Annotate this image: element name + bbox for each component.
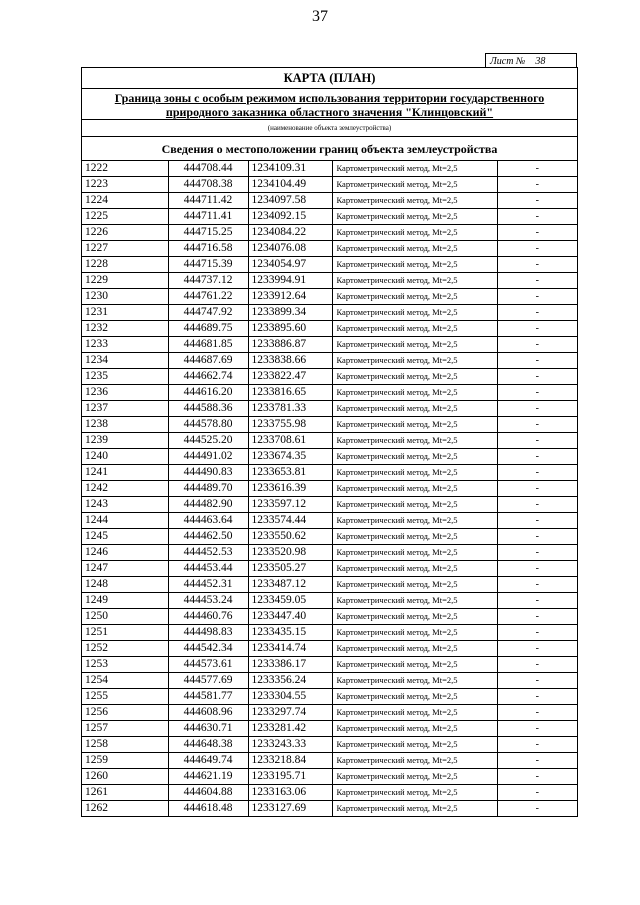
table-row (82, 385, 577, 401)
sheet-label: Лист № (490, 56, 526, 67)
coord-x: 444462.50 (168, 529, 248, 545)
error-cell: - (497, 417, 577, 433)
error-cell: - (497, 177, 577, 193)
point-number: 1247 (82, 561, 168, 577)
method-cell: Картометрический метод, Mt=2,5 (332, 801, 497, 817)
error-cell: - (497, 769, 577, 785)
table-row (82, 641, 577, 657)
point-number: 1250 (82, 609, 168, 625)
coord-x: 444542.34 (168, 641, 248, 657)
object-name-line-1: Граница зоны с особым режимом использования территории государственного (114, 91, 545, 105)
document-title: КАРТА (ПЛАН) (82, 68, 577, 89)
object-name-caption: (наименование объекта землеустройства) (82, 120, 577, 137)
table-row (82, 433, 577, 449)
table-row (82, 625, 577, 641)
error-cell: - (497, 193, 577, 209)
table-row (82, 673, 577, 689)
point-number: 1231 (82, 305, 168, 321)
error-cell: - (497, 465, 577, 481)
table-row (82, 273, 577, 289)
error-cell: - (497, 785, 577, 801)
table-row (82, 593, 577, 609)
method-cell: Картометрический метод, Mt=2,5 (332, 785, 497, 801)
point-number: 1236 (82, 385, 168, 401)
point-number: 1253 (82, 657, 168, 673)
method-cell: Картометрический метод, Mt=2,5 (332, 689, 497, 705)
error-cell: - (497, 241, 577, 257)
method-cell: Картометрический метод, Mt=2,5 (332, 609, 497, 625)
coord-y: 1233127.69 (248, 801, 332, 817)
point-number: 1234 (82, 353, 168, 369)
coord-y: 1233838.66 (248, 353, 332, 369)
error-cell: - (497, 673, 577, 689)
coord-y: 1234109.31 (248, 161, 332, 177)
point-number: 1254 (82, 673, 168, 689)
coord-y: 1233520.98 (248, 545, 332, 561)
table-row (82, 241, 577, 257)
method-cell: Картометрический метод, Mt=2,5 (332, 289, 497, 305)
table-row (82, 225, 577, 241)
page-number: 37 (312, 8, 328, 25)
point-number: 1252 (82, 641, 168, 657)
coord-x: 444662.74 (168, 369, 248, 385)
error-cell: - (497, 161, 577, 177)
method-cell: Картометрический метод, Mt=2,5 (332, 273, 497, 289)
error-cell: - (497, 209, 577, 225)
table-row (82, 577, 577, 593)
coord-y: 1233281.42 (248, 721, 332, 737)
error-cell: - (497, 657, 577, 673)
table-row (82, 449, 577, 465)
coord-y: 1234092.15 (248, 209, 332, 225)
coord-x: 444649.74 (168, 753, 248, 769)
error-cell: - (497, 529, 577, 545)
error-cell: - (497, 273, 577, 289)
error-cell: - (497, 625, 577, 641)
coord-x: 444573.61 (168, 657, 248, 673)
error-cell: - (497, 561, 577, 577)
method-cell: Картометрический метод, Mt=2,5 (332, 657, 497, 673)
method-cell: Картометрический метод, Mt=2,5 (332, 417, 497, 433)
coord-y: 1233616.39 (248, 481, 332, 497)
coord-y: 1233597.12 (248, 497, 332, 513)
error-cell: - (497, 753, 577, 769)
table-row (82, 161, 577, 177)
section-title: Сведения о местоположении границ объекта землеустройства (82, 137, 577, 161)
coord-y: 1233163.06 (248, 785, 332, 801)
coord-x: 444581.77 (168, 689, 248, 705)
coord-y: 1233435.15 (248, 625, 332, 641)
table-row (82, 561, 577, 577)
error-cell: - (497, 353, 577, 369)
coord-y: 1233243.33 (248, 737, 332, 753)
coord-y: 1233356.24 (248, 673, 332, 689)
point-number: 1261 (82, 785, 168, 801)
error-cell: - (497, 305, 577, 321)
method-cell: Картометрический метод, Mt=2,5 (332, 305, 497, 321)
table-row (82, 401, 577, 417)
error-cell: - (497, 689, 577, 705)
coord-y: 1233822.47 (248, 369, 332, 385)
table-row (82, 369, 577, 385)
coord-x: 444491.02 (168, 449, 248, 465)
coord-x: 444452.31 (168, 577, 248, 593)
point-number: 1259 (82, 753, 168, 769)
table-row (82, 721, 577, 737)
point-number: 1237 (82, 401, 168, 417)
table-row (82, 257, 577, 273)
coord-x: 444716.58 (168, 241, 248, 257)
table-row (82, 513, 577, 529)
point-number: 1257 (82, 721, 168, 737)
method-cell: Картометрический метод, Mt=2,5 (332, 545, 497, 561)
coord-y: 1233304.55 (248, 689, 332, 705)
method-cell: Картометрический метод, Mt=2,5 (332, 561, 497, 577)
table-row (82, 753, 577, 769)
document-frame (81, 67, 578, 817)
coord-y: 1233755.98 (248, 417, 332, 433)
point-number: 1241 (82, 465, 168, 481)
coord-x: 444525.20 (168, 433, 248, 449)
table-row (82, 769, 577, 785)
error-cell: - (497, 641, 577, 657)
method-cell: Картометрический метод, Mt=2,5 (332, 737, 497, 753)
coord-x: 444681.85 (168, 337, 248, 353)
coord-y: 1233912.64 (248, 289, 332, 305)
coord-y: 1233447.40 (248, 609, 332, 625)
error-cell: - (497, 497, 577, 513)
method-cell: Картометрический метод, Mt=2,5 (332, 225, 497, 241)
error-cell: - (497, 225, 577, 241)
coord-y: 1233674.35 (248, 449, 332, 465)
error-cell: - (497, 257, 577, 273)
coord-x: 444618.48 (168, 801, 248, 817)
coord-x: 444608.96 (168, 705, 248, 721)
error-cell: - (497, 433, 577, 449)
error-cell: - (497, 705, 577, 721)
method-cell: Картометрический метод, Mt=2,5 (332, 529, 497, 545)
coord-y: 1233550.62 (248, 529, 332, 545)
coord-y: 1233574.44 (248, 513, 332, 529)
error-cell: - (497, 401, 577, 417)
table-row (82, 353, 577, 369)
table-row (82, 177, 577, 193)
method-cell: Картометрический метод, Mt=2,5 (332, 369, 497, 385)
coord-y: 1233459.05 (248, 593, 332, 609)
coord-y: 1234097.58 (248, 193, 332, 209)
method-cell: Картометрический метод, Mt=2,5 (332, 161, 497, 177)
method-cell: Картометрический метод, Mt=2,5 (332, 769, 497, 785)
table-row (82, 545, 577, 561)
point-number: 1262 (82, 801, 168, 817)
coord-y: 1234084.22 (248, 225, 332, 241)
table-row (82, 657, 577, 673)
coord-y: 1233297.74 (248, 705, 332, 721)
coord-y: 1233653.81 (248, 465, 332, 481)
coord-y: 1234104.49 (248, 177, 332, 193)
error-cell: - (497, 513, 577, 529)
error-cell: - (497, 289, 577, 305)
point-number: 1249 (82, 593, 168, 609)
point-number: 1258 (82, 737, 168, 753)
coord-y: 1233781.33 (248, 401, 332, 417)
table-row (82, 737, 577, 753)
coord-x: 444689.75 (168, 321, 248, 337)
coord-x: 444489.70 (168, 481, 248, 497)
point-number: 1248 (82, 577, 168, 593)
error-cell: - (497, 337, 577, 353)
coord-y: 1233218.84 (248, 753, 332, 769)
table-row (82, 465, 577, 481)
point-number: 1235 (82, 369, 168, 385)
method-cell: Картометрический метод, Mt=2,5 (332, 753, 497, 769)
error-cell: - (497, 369, 577, 385)
method-cell: Картометрический метод, Mt=2,5 (332, 705, 497, 721)
point-number: 1224 (82, 193, 168, 209)
coord-x: 444630.71 (168, 721, 248, 737)
coordinates-table (82, 161, 577, 816)
coord-x: 444711.42 (168, 193, 248, 209)
method-cell: Картометрический метод, Mt=2,5 (332, 481, 497, 497)
error-cell: - (497, 321, 577, 337)
method-cell: Картометрический метод, Mt=2,5 (332, 465, 497, 481)
table-row (82, 321, 577, 337)
object-name-line-2: природного заказника областного значения "Клинцовский" (165, 105, 494, 119)
table-row (82, 305, 577, 321)
method-cell: Картометрический метод, Mt=2,5 (332, 193, 497, 209)
point-number: 1256 (82, 705, 168, 721)
method-cell: Картометрический метод, Mt=2,5 (332, 577, 497, 593)
coord-y: 1233386.17 (248, 657, 332, 673)
coord-x: 444747.92 (168, 305, 248, 321)
method-cell: Картометрический метод, Mt=2,5 (332, 337, 497, 353)
point-number: 1255 (82, 689, 168, 705)
table-row (82, 497, 577, 513)
point-number: 1240 (82, 449, 168, 465)
coord-y: 1233414.74 (248, 641, 332, 657)
error-cell: - (497, 721, 577, 737)
method-cell: Картометрический метод, Mt=2,5 (332, 353, 497, 369)
coord-x: 444498.83 (168, 625, 248, 641)
method-cell: Картометрический метод, Mt=2,5 (332, 401, 497, 417)
error-cell: - (497, 385, 577, 401)
method-cell: Картометрический метод, Mt=2,5 (332, 241, 497, 257)
table-row (82, 609, 577, 625)
coord-x: 444453.24 (168, 593, 248, 609)
point-number: 1230 (82, 289, 168, 305)
table-row (82, 785, 577, 801)
coord-x: 444737.12 (168, 273, 248, 289)
method-cell: Картометрический метод, Mt=2,5 (332, 497, 497, 513)
coord-x: 444761.22 (168, 289, 248, 305)
point-number: 1238 (82, 417, 168, 433)
coord-y: 1233994.91 (248, 273, 332, 289)
table-row (82, 529, 577, 545)
error-cell: - (497, 609, 577, 625)
method-cell: Картометрический метод, Mt=2,5 (332, 177, 497, 193)
error-cell: - (497, 481, 577, 497)
point-number: 1226 (82, 225, 168, 241)
table-row (82, 209, 577, 225)
coord-x: 444460.76 (168, 609, 248, 625)
point-number: 1245 (82, 529, 168, 545)
error-cell: - (535, 803, 539, 814)
method-cell: Картометрический метод, Mt=2,5 (332, 209, 497, 225)
method-cell: Картометрический метод, Mt=2,5 (332, 321, 497, 337)
coord-x: 444453.44 (168, 561, 248, 577)
method-cell: Картометрический метод, Mt=2,5 (332, 385, 497, 401)
point-number: 1228 (82, 257, 168, 273)
point-number: 1246 (82, 545, 168, 561)
coord-y: 1233195.71 (248, 769, 332, 785)
object-name (82, 89, 577, 120)
coord-x: 444490.83 (168, 465, 248, 481)
table-row (82, 481, 577, 497)
point-number: 1222 (82, 161, 168, 177)
method-cell: Картометрический метод, Mt=2,5 (332, 673, 497, 689)
point-number: 1251 (82, 625, 168, 641)
coord-x: 444588.36 (168, 401, 248, 417)
point-number: 1229 (82, 273, 168, 289)
coord-x: 444711.41 (168, 209, 248, 225)
coord-y: 1233886.87 (248, 337, 332, 353)
point-number: 1243 (82, 497, 168, 513)
coord-x: 444463.64 (168, 513, 248, 529)
point-number: 1223 (82, 177, 168, 193)
point-number: 1242 (82, 481, 168, 497)
table-row (82, 689, 577, 705)
method-cell: Картометрический метод, Mt=2,5 (332, 513, 497, 529)
table-row (82, 801, 577, 817)
sheet-number-box (485, 53, 577, 68)
coord-x: 444616.20 (168, 385, 248, 401)
coord-x: 444708.38 (168, 177, 248, 193)
point-number: 1227 (82, 241, 168, 257)
error-cell: - (497, 577, 577, 593)
coord-y: 1234076.08 (248, 241, 332, 257)
coord-x: 444621.19 (168, 769, 248, 785)
table-row (82, 289, 577, 305)
coord-y: 1233487.12 (248, 577, 332, 593)
point-number: 1244 (82, 513, 168, 529)
coord-y: 1233708.61 (248, 433, 332, 449)
coord-x: 444715.25 (168, 225, 248, 241)
sheet-number: 38 (527, 56, 553, 68)
method-cell: Картометрический метод, Mt=2,5 (332, 257, 497, 273)
coord-x: 444482.90 (168, 497, 248, 513)
coord-x: 444648.38 (168, 737, 248, 753)
method-cell: Картометрический метод, Mt=2,5 (332, 721, 497, 737)
coord-x: 444708.44 (168, 161, 248, 177)
method-cell: Картометрический метод, Mt=2,5 (332, 433, 497, 449)
point-number: 1233 (82, 337, 168, 353)
coord-y: 1233816.65 (248, 385, 332, 401)
method-cell: Картометрический метод, Mt=2,5 (332, 593, 497, 609)
error-cell: - (497, 545, 577, 561)
table-row (82, 193, 577, 209)
table-row (82, 705, 577, 721)
point-number: 1225 (82, 209, 168, 225)
method-cell: Картометрический метод, Mt=2,5 (332, 641, 497, 657)
error-cell: - (497, 737, 577, 753)
table-row (82, 337, 577, 353)
coord-y: 1233899.34 (248, 305, 332, 321)
coord-y: 1233895.60 (248, 321, 332, 337)
method-cell: Картометрический метод, Mt=2,5 (332, 449, 497, 465)
coord-x: 444452.53 (168, 545, 248, 561)
coord-y: 1233505.27 (248, 561, 332, 577)
point-number: 1232 (82, 321, 168, 337)
coord-x: 444577.69 (168, 673, 248, 689)
coord-x: 444578.80 (168, 417, 248, 433)
table-row (82, 417, 577, 433)
point-number: 1239 (82, 433, 168, 449)
method-cell: Картометрический метод, Mt=2,5 (332, 625, 497, 641)
error-cell: - (497, 593, 577, 609)
coord-x: 444604.88 (168, 785, 248, 801)
coord-x: 444687.69 (168, 353, 248, 369)
point-number: 1260 (82, 769, 168, 785)
coord-x: 444715.39 (168, 257, 248, 273)
coord-y: 1234054.97 (248, 257, 332, 273)
error-cell: - (497, 449, 577, 465)
